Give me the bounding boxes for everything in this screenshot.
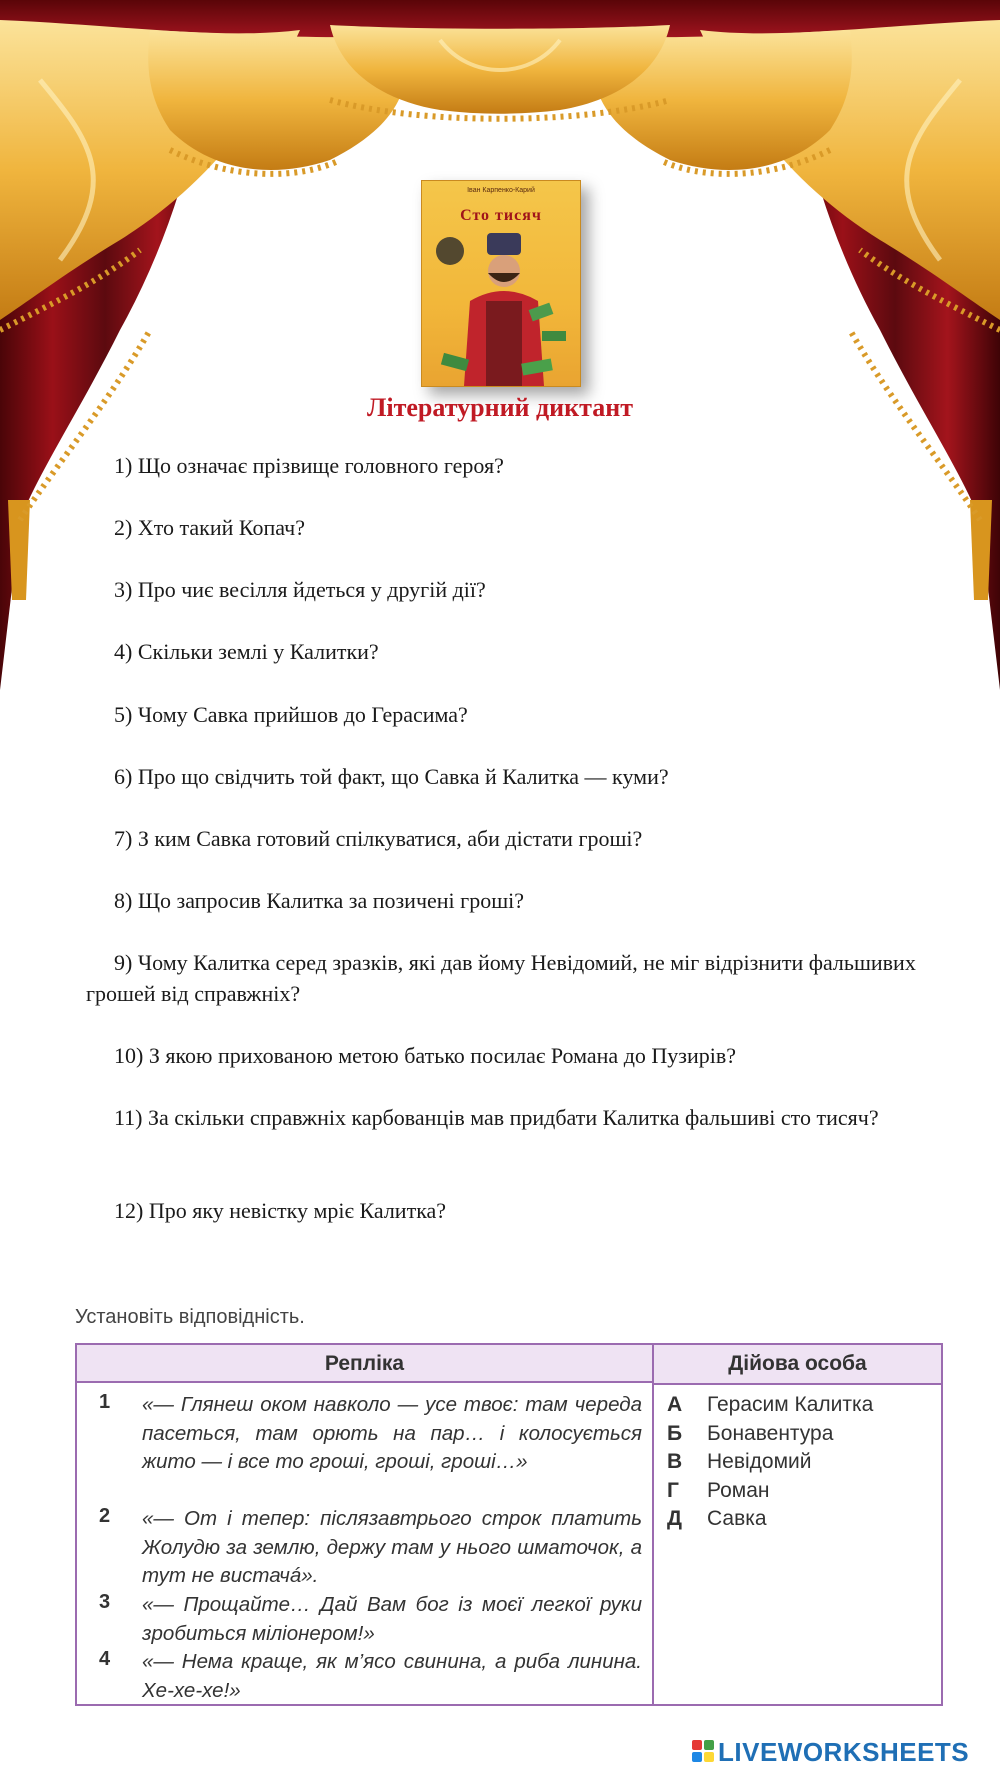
question-item: 12) Про яку невістку мріє Калитка?: [114, 1198, 447, 1223]
question-item: 3) Про чиє весілля йдеться у другій дії?: [114, 577, 486, 602]
column-divider: [652, 1383, 654, 1704]
person-item: [667, 1505, 937, 1534]
book-title: Сто тисяч: [460, 207, 542, 224]
matching-table: [75, 1343, 943, 1706]
person-name: Бонавентура: [707, 1421, 834, 1445]
question-item: 1) Що означає прізвище головного героя?: [114, 453, 504, 478]
question-item: 7) З ким Савка готовий спілкуватися, аби дістати гроші?: [114, 826, 643, 851]
person-item: [667, 1391, 937, 1420]
person-item: [667, 1477, 937, 1506]
logo-text: LIVEWORKSHEETS: [718, 1737, 970, 1767]
replica-number: 3: [99, 1591, 111, 1613]
replica-text: «— Нема краще, як м’ясо свинина, а риба линина. Хе-хе-хе!»: [142, 1650, 642, 1702]
question-item: 5) Чому Савка прийшов до Герасима?: [114, 702, 468, 727]
person-item: [667, 1420, 937, 1449]
question-item: 4) Скільки землі у Калитки?: [114, 639, 379, 664]
person-letter: А: [667, 1393, 683, 1416]
person-name: Савка: [707, 1507, 767, 1530]
person-item: [667, 1448, 937, 1477]
replica-number: 2: [99, 1505, 111, 1527]
person-letter: В: [667, 1450, 683, 1473]
header-replica: Репліка: [77, 1345, 654, 1383]
person-name: Роман: [707, 1478, 770, 1502]
header-person: Дійова особа: [654, 1345, 941, 1385]
person-name: Невідомий: [707, 1450, 812, 1473]
logo-blocks-icon: [692, 1740, 716, 1764]
question-item: 9) Чому Калитка серед зразків, які дав йому Невідомий, не міг відрізнити фальшивих грошей від справжніх?: [86, 950, 916, 1006]
book-author: Іван Карпенко-Карий: [467, 187, 535, 194]
question-item: 2) Хто такий Копач?: [114, 515, 305, 540]
matching-instruction: Установіть відповідність.: [75, 1306, 305, 1328]
replica-number: 1: [99, 1391, 111, 1413]
liveworksheets-logo[interactable]: [692, 1736, 969, 1768]
question-item: 8) Що запросив Калитка за позичені гроші?: [114, 888, 525, 913]
replica-number: 4: [99, 1648, 111, 1670]
worksheet-title: Літературний диктант: [367, 393, 633, 422]
book-illustration: [422, 181, 580, 386]
person-name: Герасим Калитка: [707, 1393, 874, 1416]
person-letter: Б: [667, 1421, 683, 1445]
replica-text: «— Прощайте… Дай Вам бог із моєї легкої руки зробиться міліонером!»: [142, 1593, 642, 1645]
book-cover-image: [421, 180, 581, 387]
person-letter: Г: [667, 1478, 679, 1502]
question-item: 11) За скільки справжніх карбованців мав придбати Калитка фальшиві сто тисяч?: [114, 1105, 879, 1130]
question-item: 10) З якою прихованою метою батько посилає Романа до Пузирів?: [114, 1043, 737, 1068]
replica-text: «— Глянеш оком навколо — усе твоє: там череда пасеться, там орють на пар… і колосується жито — і все то гроші, гроші, гроші…»: [142, 1393, 642, 1473]
person-letter: Д: [667, 1507, 682, 1530]
question-item: 6) Про що свідчить той факт, що Савка й Калитка — куми?: [114, 764, 669, 789]
replica-text: «— От і тепер: післязавтрього строк платить Жолудю за землю, держу там у нього шматочок, а тут не вистачá».: [142, 1507, 642, 1587]
